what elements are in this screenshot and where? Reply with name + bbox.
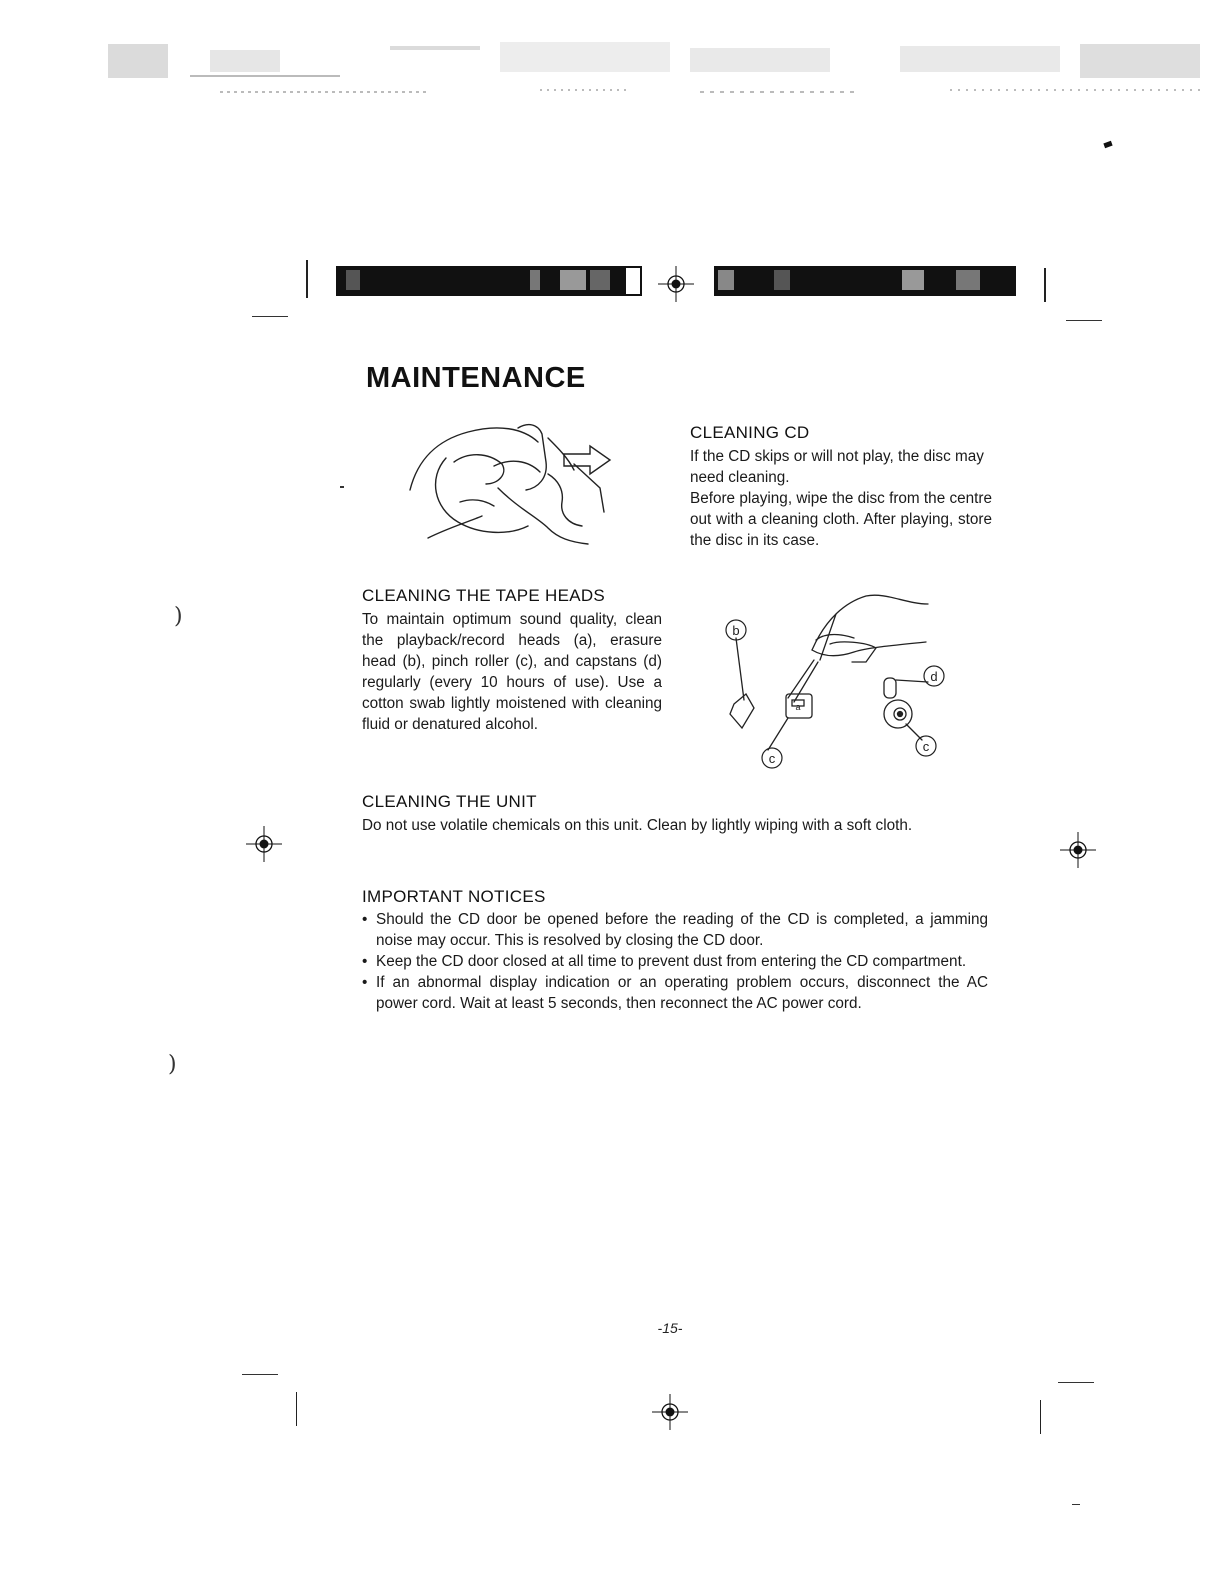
stray-mark [340,486,344,488]
callout-b: b [732,623,740,638]
registration-mark-icon [246,826,282,862]
page-number: -15- [657,1320,683,1336]
cleaning-cd-section [690,423,992,551]
crop-mark [296,1392,297,1426]
scan-noise-strip [100,40,1210,110]
notice-item: • Should the CD door be opened before the reading of the CD is completed, a jamming noise may occur. This is resolved by closing the CD door. [362,909,988,951]
cleaning-unit-body: Do not use volatile chemicals on this unit. Clean by lightly wiping with a soft cloth. [362,817,913,834]
callout-a: a [795,702,801,712]
crop-mark [252,316,288,317]
tape-head-cleaning-illustration [716,590,952,776]
stray-mark [1103,141,1112,148]
crop-mark [1058,1382,1094,1383]
stray-mark: ) [174,604,183,629]
registration-mark-icon [652,1394,688,1430]
crop-mark [1072,1504,1080,1505]
cleaning-tape-heads-heading: CLEANING THE TAPE HEADS [362,586,606,605]
crop-mark [1040,1400,1041,1434]
cleaning-cd-heading: CLEANING CD [690,423,810,442]
cleaning-tape-heads-section [362,586,662,735]
callout-d: d [930,669,938,684]
crop-mark [306,260,308,298]
cleaning-cd-paragraph: Before playing, wipe the disc from the centre out with a cleaning cloth. After playing, store the disc in its case. [690,490,992,549]
crop-mark [1044,268,1046,302]
notices-list [362,909,988,1014]
important-notices-heading: IMPORTANT NOTICES [362,887,546,906]
cleaning-cd-paragraph: If the CD skips or will not play, the disc may need cleaning. [690,448,984,486]
notice-item: • If an abnormal display indication or an operating problem occurs, disconnect the AC power cord. Wait at least 5 seconds, then reconnect the AC power cord. [362,972,988,1014]
important-notices-section [362,887,988,1014]
crop-mark [1066,320,1102,321]
registration-mark-icon [658,266,694,302]
callout-c: c [768,751,776,766]
page-title: MAINTENANCE [366,362,586,394]
cleaning-unit-heading: CLEANING THE UNIT [362,792,537,811]
header-band-left [336,266,624,296]
cleaning-tape-heads-body: To maintain optimum sound quality, clean the playback/record heads (a), erasure head (b), pinch roller (c), and capstans (d) regularly (every 10 hours of use). Use a cotton swab lightly moistened with cleaning fluid or denatured alcohol. [362,611,662,733]
cd-cleaning-hands-illustration [398,418,634,548]
cleaning-unit-section [362,792,1002,836]
header-band-right [714,266,1016,296]
crop-mark [242,1374,278,1375]
callout-c: c [922,739,930,754]
header-band-box [624,266,642,296]
notice-item: • Keep the CD door closed at all time to prevent dust from entering the CD compartment. [362,951,988,972]
registration-mark-icon [1060,832,1096,868]
stray-mark: ) [168,1052,177,1077]
